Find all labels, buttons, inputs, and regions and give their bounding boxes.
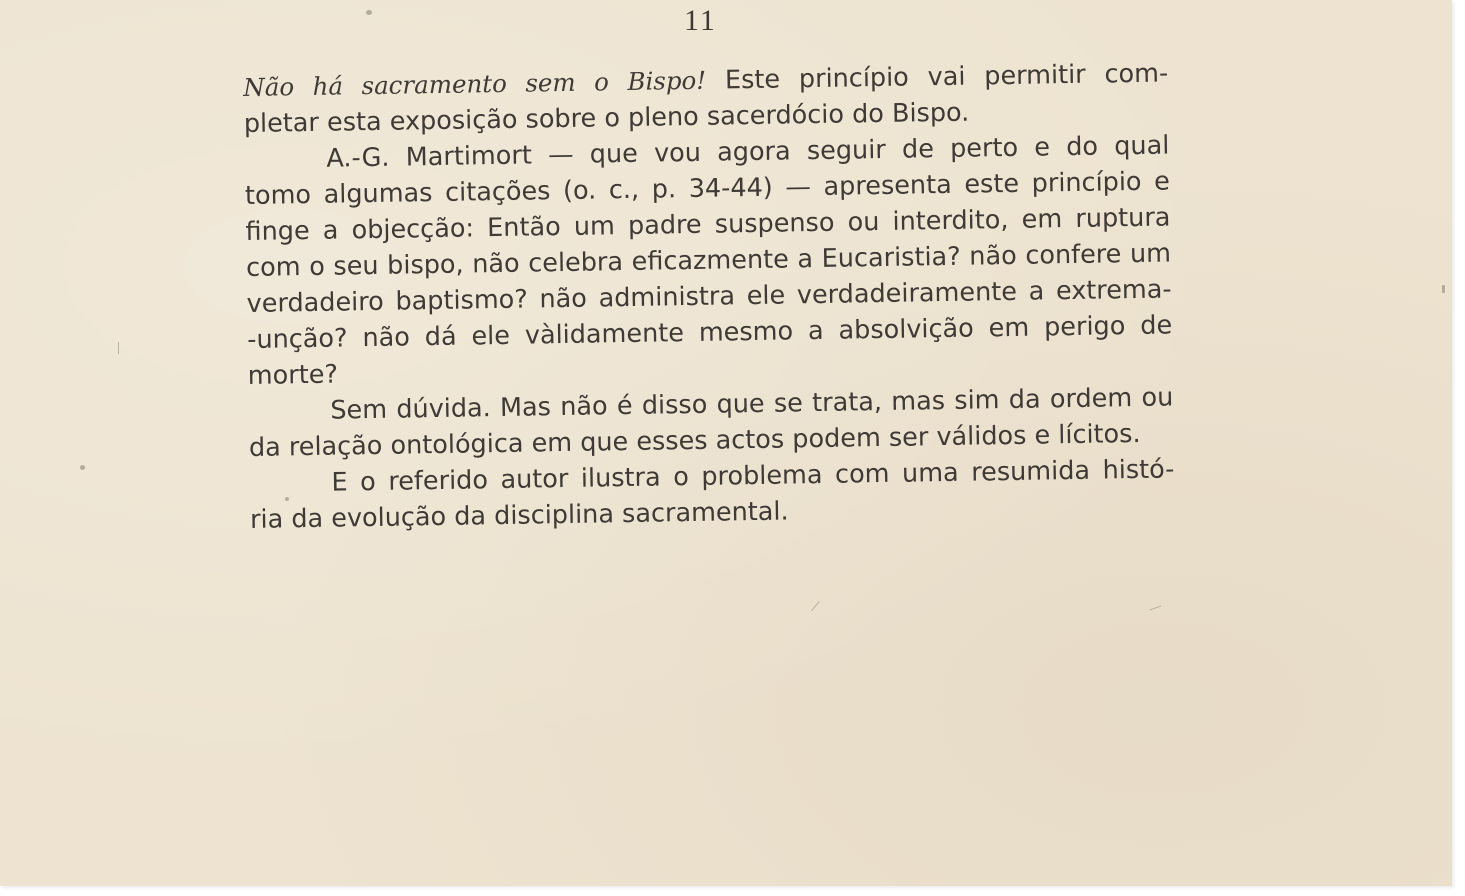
text-line: A.-G. Martimort — que vou agora seguir de perto e do qual [326,130,1170,174]
italic-phrase: Não há sacramento sem o Bispo! [243,65,707,102]
text-line: da relação ontológica em que esses actos podem ser válidos e lícitos. [248,418,1141,463]
paper-speck [80,465,85,470]
text-line: E o referido autor ilustra o problema com uma resumida histó- [331,454,1175,498]
paper-mark [1150,605,1162,610]
paper-mark [811,601,819,611]
text-line: finge a objecção: Então um padre suspenso ou interdito, em ruptura [245,202,1171,247]
line-text: Este princípio vai permitir com- [705,58,1169,96]
text-line: pletar esta exposição sobre o pleno sacerdócio do Bispo. [243,97,970,139]
paper-speck [366,10,372,15]
page-number: 11 [684,4,717,37]
text-line: com o seu bispo, não celebra eficazmente a Eucaristia? não confere um [245,238,1172,283]
text-line: tomo algumas citações (o. c., p. 34-44) — apresenta este princípio e [244,166,1171,211]
paper-speck [1442,285,1445,293]
text-line: ria da evolução da disciplina sacramental. [249,496,789,535]
paper-mark [118,342,119,354]
text-line: verdadeiro baptismo? não administra ele verdadeiramente a extrema- [246,274,1172,319]
paper-speck [285,497,289,501]
text-line: Sem dúvida. Mas não é disso que se trata, mas sim da ordem ou [330,382,1174,426]
text-line: -unção? não dá ele vàlidamente mesmo a absolvição em perigo de [247,310,1173,355]
body-text [243,55,1175,537]
text-line: morte? [247,359,339,391]
